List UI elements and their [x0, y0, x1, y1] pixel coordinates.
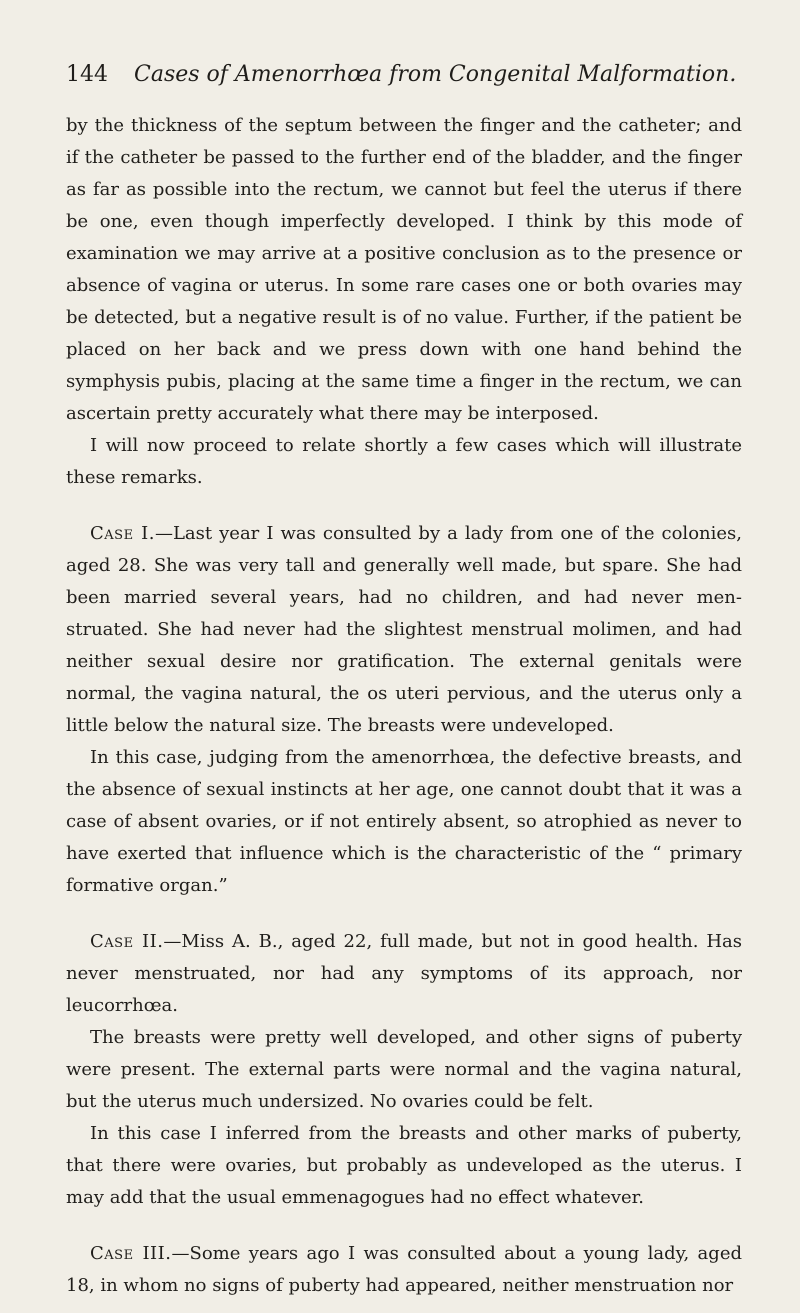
book-page	[66, 62, 742, 1302]
paragraph-text: I will now proceed to relate shortly a few cases which will illustrate these remarks.	[66, 435, 742, 488]
paragraph-case-one-discussion	[66, 742, 742, 902]
page-number: 144	[66, 62, 108, 87]
body-text	[66, 110, 742, 1302]
paragraph-text: —Some years ago I was consulted about a young lady, aged 18, in whom no signs of puberty had appeared, neither menstruation nor	[66, 1243, 742, 1296]
paragraph-continuation	[66, 110, 742, 430]
paragraph-text: The breasts were pretty well developed, and other signs of puberty were present. The external parts were normal and the vagina natural, but the uterus much undersized. No ovaries could be felt.	[66, 1027, 742, 1112]
running-head	[66, 62, 742, 98]
paragraph-text: —Last year I was consulted by a lady from one of the colonies, aged 28. She was very tall and generally well made, but spare. She had been married several years, had no children, and had never men-struated. She had never had the slightest menstrual molimen, and had neither sexual desire nor gratification. The external genitals were normal, the vagina natural, the os uteri pervious, and the uterus only a little below the natural size. The breasts were undeveloped.	[66, 523, 742, 736]
paragraph-case-one	[66, 518, 742, 742]
paragraph-text: —Miss A. B., aged 22, full made, but not in good health. Has never menstruated, nor had any symptoms of its approach, nor leucorrhœa.	[66, 931, 742, 1016]
paragraph-text: In this case, judging from the amenorrhœa, the defective breasts, and the absence of sexual instincts at her age, one cannot doubt that it was a case of absent ovaries, or if not entirely absent, so atrophied as never to have exerted that influence which is the characteristic of the “ primary formative organ.”	[66, 747, 742, 896]
case-heading: Case III.	[90, 1243, 172, 1264]
paragraph-case-three	[66, 1238, 742, 1302]
paragraph-text: In this case I inferred from the breasts and other marks of puberty, that there were ovaries, but probably as undeveloped as the uterus. I may add that the usual emmenagogues had no effect whatever.	[66, 1123, 742, 1208]
running-head-title: Cases of Amenorrhœa from Congenital Malformation.	[134, 62, 737, 87]
paragraph-intro-cases	[66, 430, 742, 494]
case-heading: Case I.	[90, 523, 155, 544]
paragraph-text: by the thickness of the septum between the finger and the catheter; and if the catheter be passed to the further end of the bladder, and the finger as far as possible into the rectum, we cannot but feel the uterus if there be one, even though imperfectly developed. I think by this mode of examination we may arrive at a positive conclusion as to the presence or absence of vagina or uterus. In some rare cases one or both ovaries may be detected, but a negative result is of no value. Further, if the patient be placed on her back and we press down with one hand behind the symphysis pubis, placing at the same time a finger in the rectum, we can ascertain pretty accurately what there may be interposed.	[66, 115, 742, 424]
case-heading: Case II.	[90, 931, 164, 952]
paragraph-case-two-findings	[66, 1022, 742, 1118]
paragraph-case-two	[66, 926, 742, 1022]
paragraph-case-two-discussion	[66, 1118, 742, 1214]
